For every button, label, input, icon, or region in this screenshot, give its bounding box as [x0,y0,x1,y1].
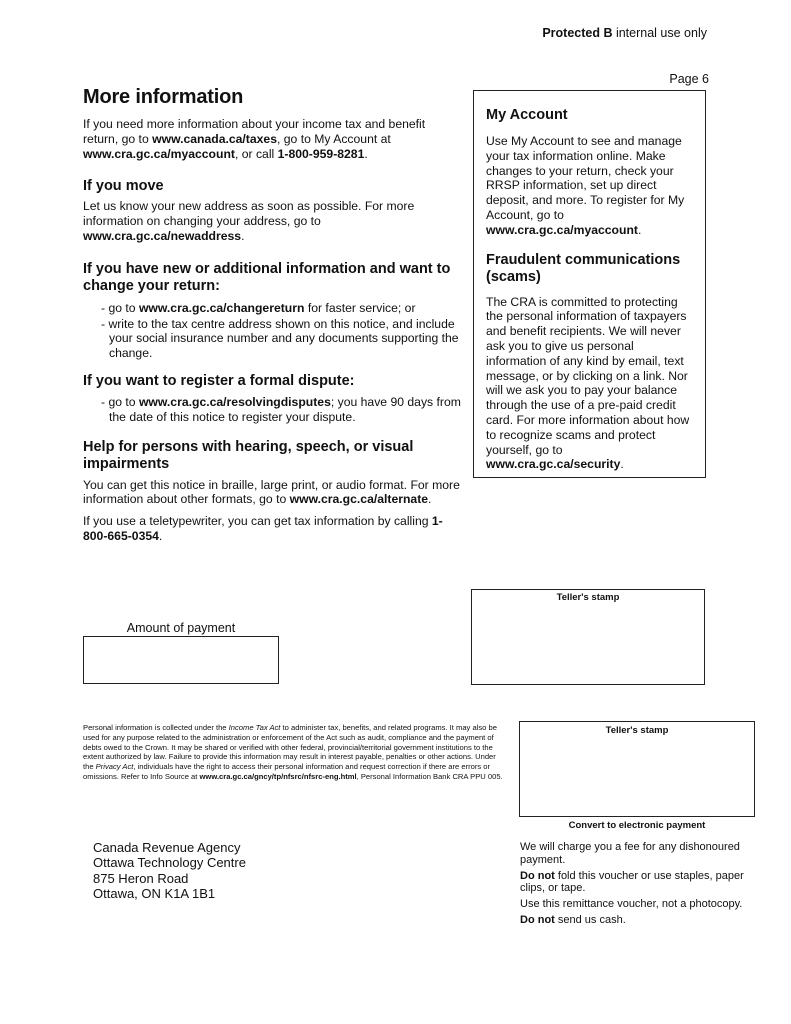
protection-label [542,26,707,40]
convert-electronic-label: Convert to electronic payment [568,820,706,831]
amount-field[interactable] [83,636,279,684]
my-account-heading: My Account [486,107,568,123]
address-line: 875 Heron Road [93,870,189,886]
mailing-address [93,840,246,901]
my-account-paragraph: Use My Account to see and manage your tax information online. Make changes to your return, check your RRSP information, set up direct deposit, and more. To register for My Account, go to www.cra.gc.ca/myaccount. [486,134,685,237]
impairments-paragraph: You can get this notice in braille, large print, or audio format. For more information about other formats, go to www.cra.gc.ca/alternate. [83,477,460,507]
privacy-notice: Personal information is collected under the Income Tax Act to administer tax, benefits, and related programs. It may also be used for any purpose related to the administration or enforcement of the Act such as audit, compliance and the payment of debts owed to the Crown. It may be shared or verified with other federal, provincial/territorial government institutions to the extent authorized by law. Failure to provide this information may result in interest payable, penalties or other actions. Under the Privacy Act, individuals have the right to access their personal information and request correction if there are errors or omissions. Refer to Info Source at www.cra.gc.ca/gncy/tp/nfsrc/nfsrc-eng.html, Personal Information Bank CRA PPU 005. [83,723,503,781]
info-phone: 1-800-959-8281 [277,146,365,161]
new-address-link[interactable]: www.cra.gc.ca/newaddress [83,228,242,243]
page-title: More information [83,86,244,108]
resolving-disputes-link[interactable]: www.cra.gc.ca/resolvingdisputes [138,394,331,409]
security-link[interactable]: www.cra.gc.ca/security [486,457,621,472]
tellers-stamp-box [471,589,705,685]
list-item: - go to www.cra.gc.ca/resolvingdisputes; you have 90 days from the date of this notice to register your dispute. [101,394,461,424]
tty-phone: 1-800-665-0354 [83,514,443,543]
address-line: Ottawa Technology Centre [93,855,246,871]
teletypewriter-paragraph: If you use a teletypewriter, you can get tax information by calling 1-800-665-0354. [83,514,443,543]
info-source-link[interactable]: www.cra.gc.ca/gncy/tp/nfsrc/nfsrc-eng.html [199,771,357,781]
note: Use this remittance voucher, not a photocopy. [520,898,743,911]
canada-taxes-link[interactable]: www.canada.ca/taxes [152,131,277,146]
protected-b-text: Protected B [542,26,613,40]
my-account-link[interactable]: www.cra.gc.ca/myaccount [83,146,235,161]
alternate-link[interactable]: www.cra.gc.ca/alternate [289,492,429,507]
page-number: Page 6 [669,72,709,86]
if-you-move-heading: If you move [83,178,164,195]
address-line: Ottawa, ON K1A 1B1 [93,885,216,901]
tellers-stamp-label-2: Teller's stamp [605,725,669,736]
voucher-notes [520,841,756,927]
my-account-link-2[interactable]: www.cra.gc.ca/myaccount [486,222,638,237]
fraud-paragraph: The CRA is committed to protecting the personal information of taxpayers and benefit recipients. We will never ask you to give us personal information of any kind by email, text message, or by clicking on a link. Nor will we ask you to pay your balance through the use of a pre-paid credit card. For more information about how to recognize scams and protect yourself, go to www.cra.gc.ca/security. [486,294,690,472]
more-information-section [83,86,463,544]
impairments-heading: Help for persons with hearing, speech, or visual impairments [83,438,414,472]
move-paragraph: Let us know your new address as soon as possible. For more information on changing your address, go to www.cra.gc.ca/newaddress. [83,199,415,243]
list-item: - go to www.cra.gc.ca/changereturn for faster service; or [101,300,416,315]
change-return-heading: If you have new or additional information and want to change your return: [83,260,451,294]
protected-suffix: internal use only [612,26,707,40]
more-info-paragraph: If you need more information about your income tax and benefit return, go to www.canada.ca/taxes, go to My Account at www.cra.gc.ca/myaccount, or call 1-800-959-8281. [83,117,426,161]
list-item: - write to the tax centre address shown on this notice, and include your social insurance number and any documents supporting the change. [101,316,459,361]
formal-dispute-heading: If you want to register a formal dispute: [83,372,355,389]
change-return-link[interactable]: www.cra.gc.ca/changereturn [138,300,305,315]
tellers-stamp-label: Teller's stamp [556,592,620,603]
sidebar-box [473,90,706,478]
note: We will charge you a fee for any dishonoured payment. [520,841,740,866]
note: Do not fold this voucher or use staples, paper clips, or tape. [520,869,744,895]
amount-label: Amount of payment [126,621,236,635]
tellers-stamp-box-2 [519,721,755,817]
note: Do not send us cash. [520,913,626,926]
fraud-heading: Fraudulent communications (scams) [486,251,681,285]
address-line: Canada Revenue Agency [93,840,241,855]
